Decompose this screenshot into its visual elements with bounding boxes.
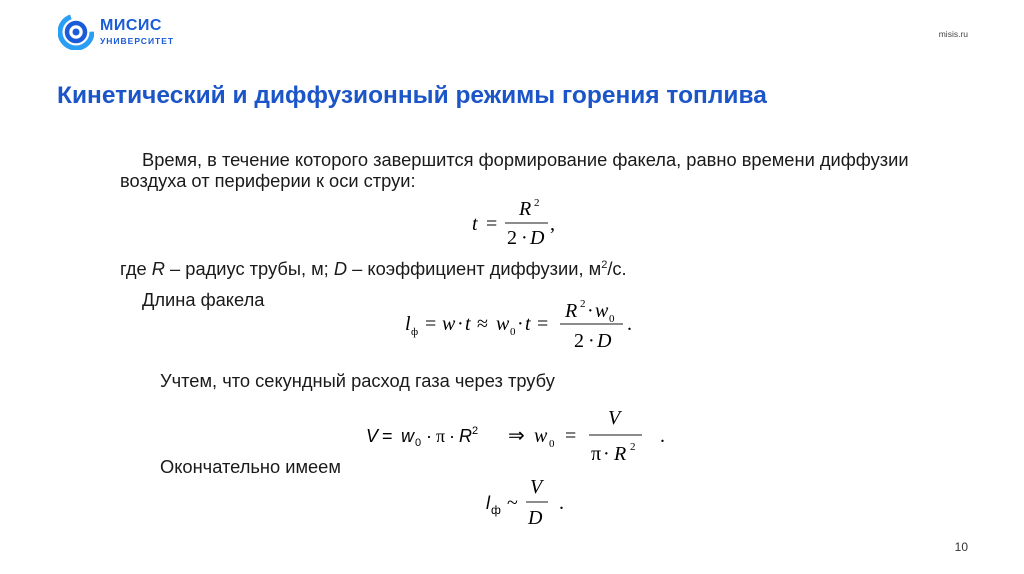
formula-result xyxy=(486,476,596,536)
logo-name: МИСИС xyxy=(100,17,162,35)
svg-text:·: · xyxy=(587,300,594,322)
slide-title: Кинетический и диффузионный режимы горения топлива xyxy=(57,82,767,109)
svg-text:2: 2 xyxy=(574,330,584,352)
svg-text:·: · xyxy=(457,313,464,335)
svg-text:·: · xyxy=(426,426,432,446)
svg-text:l: l xyxy=(486,493,490,513)
formula-flow-rate xyxy=(366,404,686,468)
svg-text:2: 2 xyxy=(472,425,479,437)
svg-text:≈: ≈ xyxy=(477,313,488,335)
svg-text:=: = xyxy=(486,213,498,235)
logo-subtitle: УНИВЕРСИТЕТ xyxy=(100,36,175,47)
svg-text:0: 0 xyxy=(609,313,615,325)
svg-text:π: π xyxy=(436,426,446,446)
paragraph-time: Время, в течение которого завершится формирование факела, равно времени диффузии воздуха от периферии к оси струи: xyxy=(120,149,909,191)
svg-text:V: V xyxy=(530,476,543,498)
svg-text:.: . xyxy=(660,425,665,447)
svg-text:w: w xyxy=(595,300,609,322)
svg-text:w: w xyxy=(401,426,414,446)
svg-text:w: w xyxy=(496,313,510,335)
university-logo xyxy=(58,14,174,50)
formula-flame-length xyxy=(403,297,643,357)
svg-text:ф: ф xyxy=(491,503,501,517)
flow-rate-text: Учтем, что секундный расход газа через трубу xyxy=(160,370,555,391)
svg-text:·: · xyxy=(521,227,528,249)
svg-text:t: t xyxy=(525,313,531,335)
svg-text:R: R xyxy=(459,426,472,446)
svg-text:D: D xyxy=(597,330,612,352)
svg-text:=: = xyxy=(382,426,393,446)
svg-text:l: l xyxy=(405,313,411,335)
svg-text:w: w xyxy=(534,425,548,447)
logo-icon xyxy=(58,14,94,50)
svg-text:w: w xyxy=(442,313,456,335)
svg-text:2: 2 xyxy=(507,227,517,249)
svg-text:=: = xyxy=(425,313,437,335)
svg-text:V: V xyxy=(366,426,379,446)
svg-text:t: t xyxy=(465,313,471,335)
svg-text:·: · xyxy=(588,330,595,352)
svg-text:π: π xyxy=(591,443,602,465)
flame-length-label: Длина факела xyxy=(142,289,265,310)
where-definitions: где R – радиус трубы, м; D – коэффициент диффузии, $м^2/с$. xyxy=(120,258,627,279)
svg-text:=: = xyxy=(537,313,549,335)
svg-text:=: = xyxy=(565,425,577,447)
page-number: 10 xyxy=(954,540,968,554)
svg-text:.: . xyxy=(559,492,564,514)
svg-text:R: R xyxy=(614,443,627,465)
svg-text:D: D xyxy=(530,227,545,249)
svg-text:2: 2 xyxy=(534,197,540,209)
svg-text:⇒: ⇒ xyxy=(508,425,525,447)
svg-text:D: D xyxy=(528,507,543,529)
svg-text:R: R xyxy=(565,300,578,322)
svg-text:~: ~ xyxy=(507,492,518,514)
svg-text:·: · xyxy=(449,426,455,446)
svg-text:0: 0 xyxy=(415,437,422,449)
svg-text:0: 0 xyxy=(549,438,555,450)
svg-text:2: 2 xyxy=(630,441,636,453)
formula-time xyxy=(468,192,568,252)
svg-text:·: · xyxy=(517,313,524,335)
svg-text:R: R xyxy=(519,198,532,220)
site-link[interactable]: misis.ru xyxy=(938,29,968,39)
svg-text:V: V xyxy=(608,407,621,429)
svg-text:ф: ф xyxy=(411,326,419,338)
result-text: Окончательно имеем xyxy=(160,456,341,477)
svg-text:.: . xyxy=(627,313,632,335)
svg-text:t: t xyxy=(472,213,478,235)
svg-text:0: 0 xyxy=(510,326,516,338)
svg-text:2: 2 xyxy=(580,298,586,310)
svg-text:·: · xyxy=(603,443,610,465)
svg-text:,: , xyxy=(550,213,555,235)
